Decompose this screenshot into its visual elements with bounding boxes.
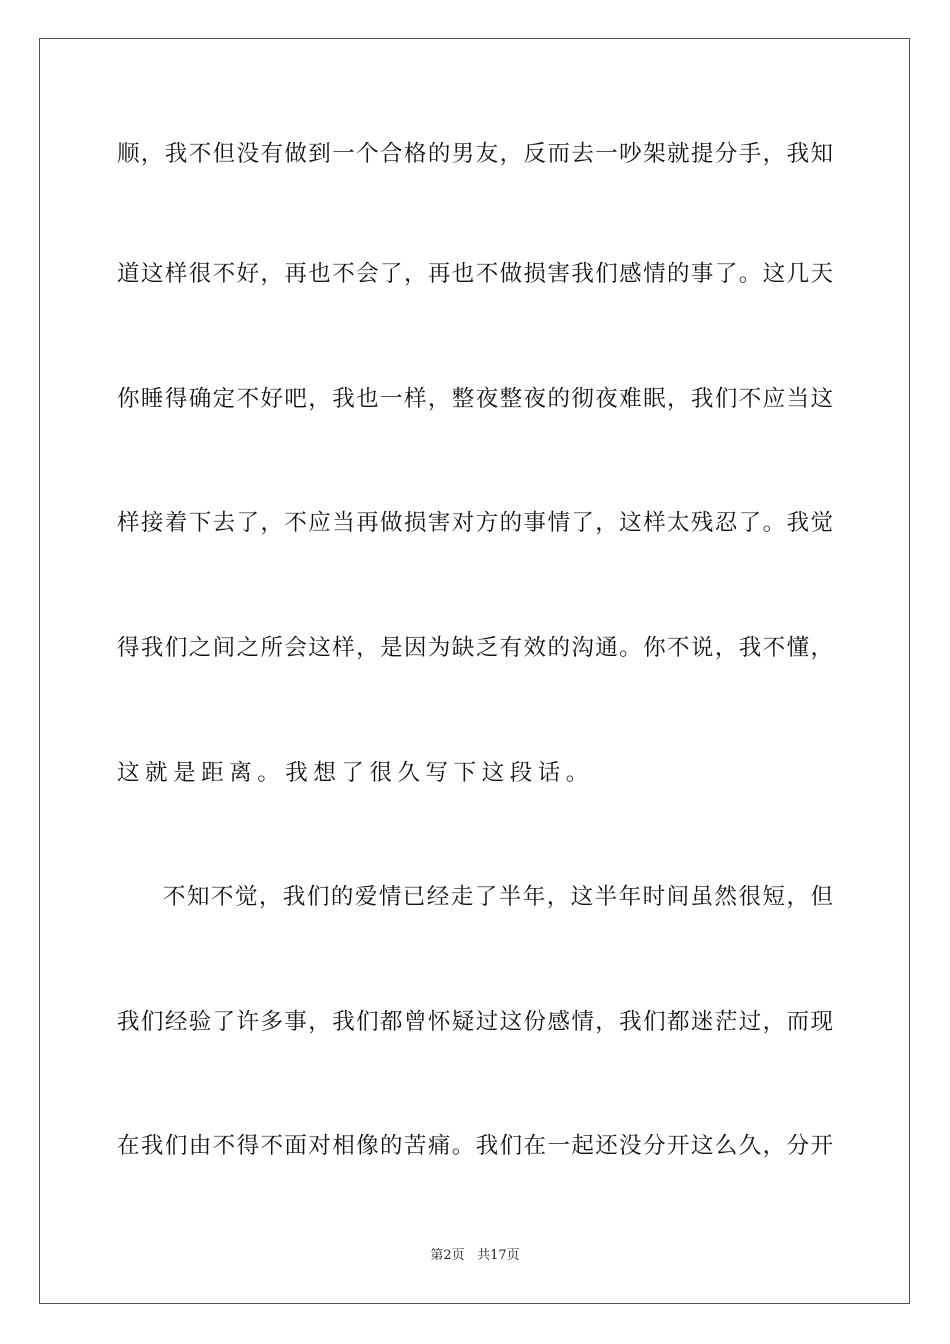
text-line-4: 样接着下去了，不应当再做损害对方的事情了，这样太残忍了。我觉 <box>117 510 833 536</box>
text-line-5: 得我们之间之所会这样，是因为缺乏有效的沟通。你不说，我不懂， <box>117 635 833 661</box>
text-line-1: 顺，我不但没有做到一个合格的男友，反而去一吵架就提分手，我知 <box>117 141 833 167</box>
text-line-8: 我们经验了许多事，我们都曾怀疑过这份感情，我们都迷茫过，而现 <box>117 1009 833 1035</box>
text-line-2: 道这样很不好，再也不会了，再也不做损害我们感情的事了。这几天 <box>117 261 833 287</box>
text-line-3: 你睡得确定不好吧，我也一样，整夜整夜的彻夜难眠，我们不应当这 <box>117 386 833 412</box>
text-line-6: 这就是距离。我想了很久写下这段话。 <box>117 760 594 786</box>
page-footer <box>0 1247 950 1265</box>
paragraph-first-line: 不知不觉，我们的爱情已经走了半年，这半年时间虽然很短，但 <box>163 884 833 910</box>
text-line-9: 在我们由不得不面对相像的苦痛。我们在一起还没分开这么久，分开 <box>117 1133 833 1159</box>
footer-spacer <box>465 1248 477 1263</box>
page-number-current: 第2页 <box>430 1248 465 1263</box>
page-border <box>39 38 910 1304</box>
page-number-total: 共17页 <box>477 1248 520 1263</box>
